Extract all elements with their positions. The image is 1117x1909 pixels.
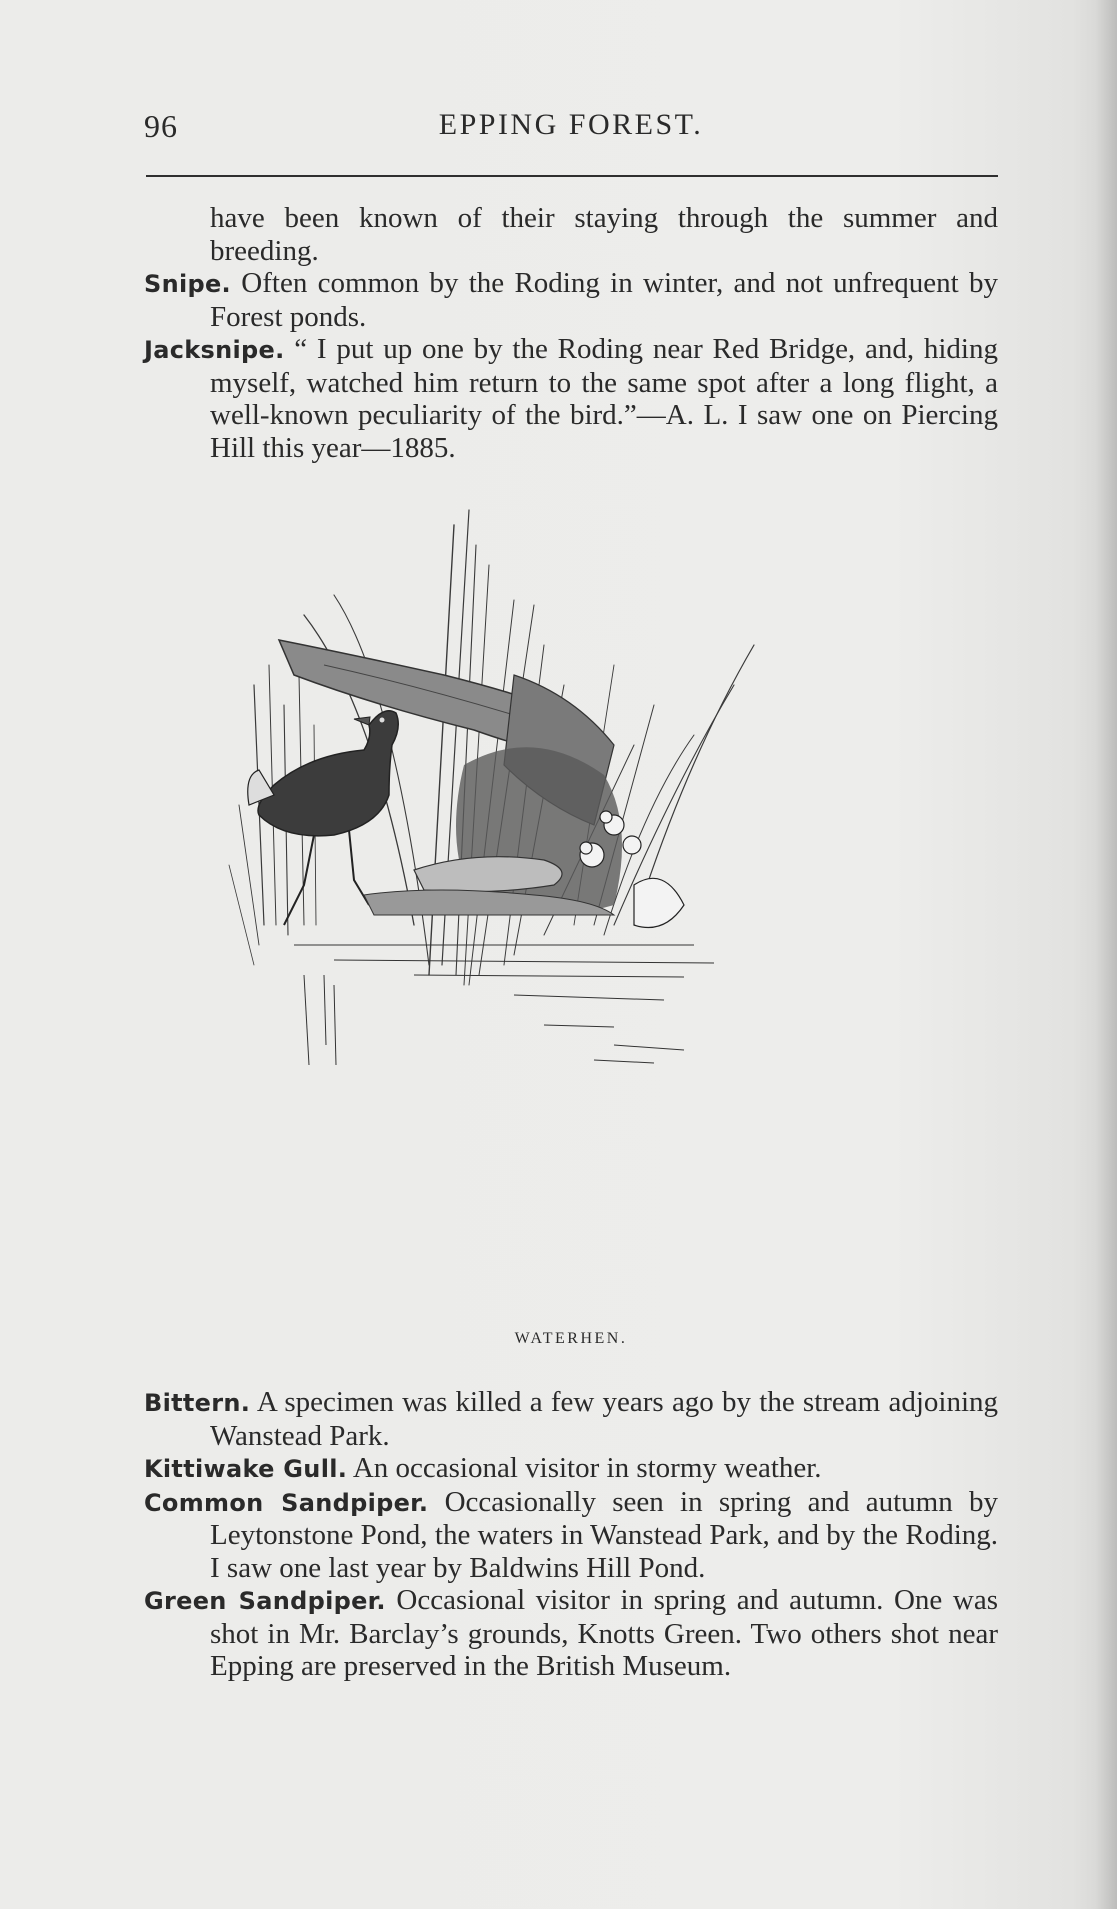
entry-kittiwake-gull bbox=[144, 1452, 998, 1486]
entry-jacksnipe bbox=[144, 333, 998, 464]
entry-bittern bbox=[144, 1386, 998, 1452]
continuation-paragraph: have been known of their staying through the summer and breeding. bbox=[210, 202, 998, 267]
entry-term: Kittiwake Gull. bbox=[144, 1455, 348, 1483]
entry-text: A specimen was killed a few years ago by the stream adjoining Wanstead Park. bbox=[210, 1386, 998, 1452]
entry-common-sandpiper bbox=[144, 1486, 998, 1585]
text-block-top bbox=[144, 202, 998, 464]
entry-term: Jacksnipe. bbox=[144, 336, 285, 364]
entry-text: Often common by the Roding in winter, and not unfrequent by Forest ponds. bbox=[210, 267, 998, 333]
entry-text: An occasional visitor in stormy weather. bbox=[347, 1452, 822, 1484]
entry-term: Common Sandpiper. bbox=[144, 1488, 429, 1517]
figure-caption: WATERHEN. bbox=[514, 1330, 628, 1347]
page-number: 96 bbox=[144, 108, 178, 144]
entry-term: Snipe. bbox=[144, 270, 231, 298]
header-rule bbox=[146, 175, 998, 177]
entry-snipe bbox=[144, 267, 998, 333]
text-block-bottom bbox=[144, 1386, 998, 1683]
page-header bbox=[144, 104, 998, 152]
waterhen-illustration bbox=[214, 505, 894, 1305]
page-edge-shadow bbox=[1095, 0, 1117, 1909]
entry-term: Bittern. bbox=[144, 1389, 251, 1417]
entry-green-sandpiper bbox=[144, 1584, 998, 1683]
entry-text: Occasional visitor in spring and autumn. One was shot in Mr. Barclay’s grounds, Knotts Green. Two others shot near Epping are preserved in the British Museum. bbox=[210, 1584, 998, 1682]
entry-text: Occasionally seen in spring and autumn by Leytonstone Pond, the waters in Wanstead Park, and by the Roding. I saw one last year by Baldwins Hill Pond. bbox=[210, 1485, 998, 1584]
entry-text: “ I put up one by the Roding near Red Bridge, and, hiding myself, watched him return to the same spot after a long flight, a well-known peculiarity of the bird.”—A. L. I saw one on Piercing Hill this year—1885. bbox=[210, 333, 998, 464]
running-title: EPPING FOREST. bbox=[438, 108, 704, 141]
entry-term: Green Sandpiper. bbox=[144, 1587, 386, 1615]
